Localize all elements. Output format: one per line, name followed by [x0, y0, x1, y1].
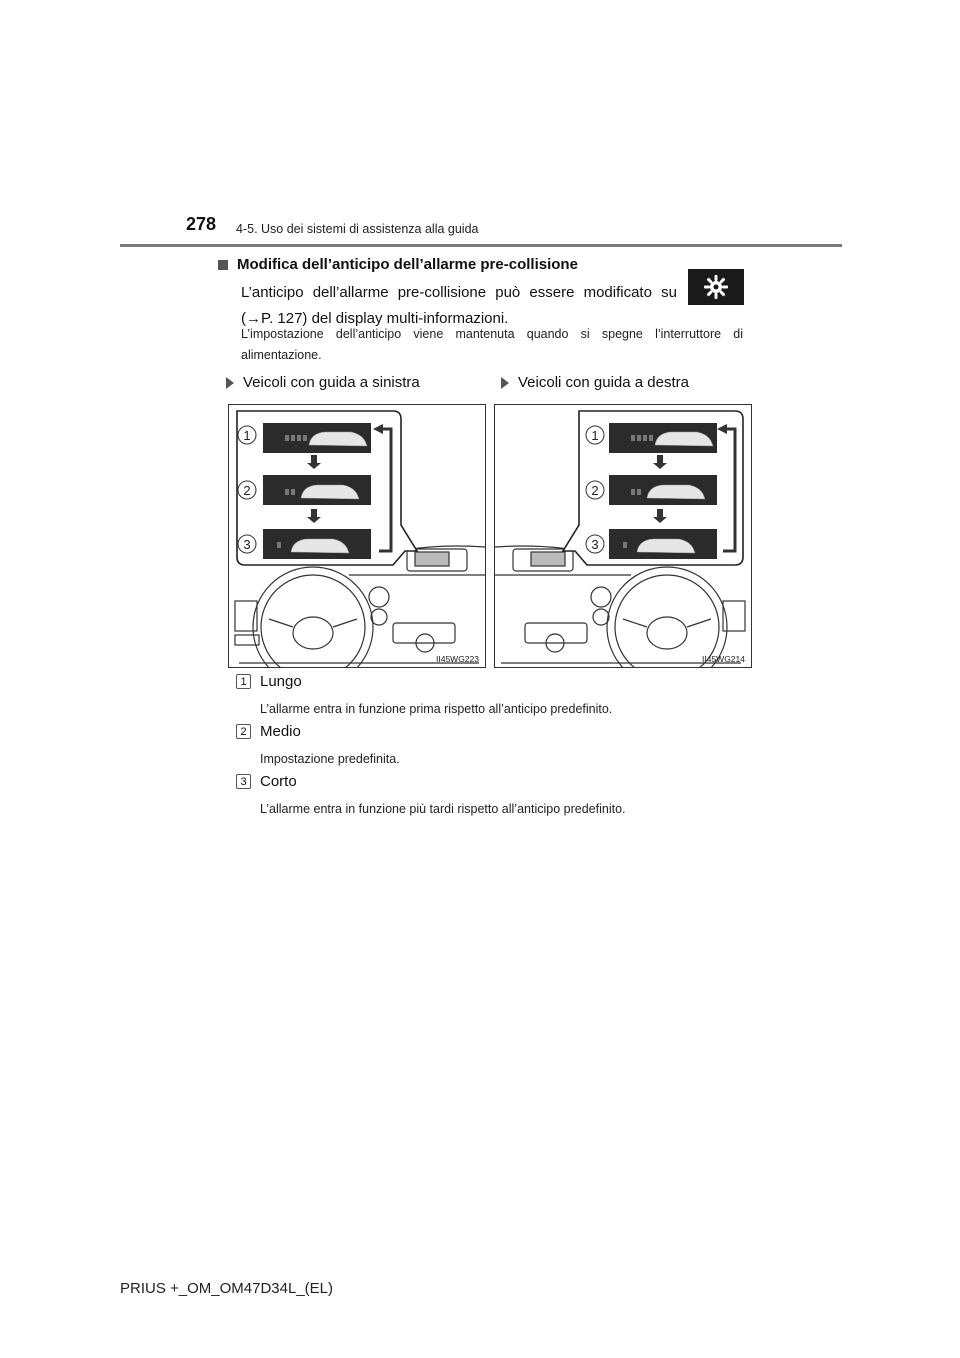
item-number-badge: 1	[236, 674, 251, 689]
header-divider	[120, 244, 842, 247]
marker-label-1: 1	[591, 428, 599, 443]
item-label: Corto	[260, 773, 297, 790]
figure-code: II45WG214	[702, 654, 745, 664]
gear-icon	[702, 273, 730, 301]
marker-label-2: 2	[243, 483, 251, 498]
item-label: Lungo	[260, 673, 302, 690]
list-item-medium	[236, 723, 301, 740]
item-description: L’allarme entra in funzione prima rispetto all’anticipo predefinito.	[260, 702, 613, 716]
variant-right-hand-drive: Veicoli con guida a destra	[501, 374, 689, 391]
triangle-bullet-icon	[226, 377, 234, 389]
triangle-bullet-icon	[501, 377, 509, 389]
document-footer: PRIUS +_OM_OM47D34L_(EL)	[120, 1280, 334, 1297]
marker-label-3: 3	[591, 537, 599, 552]
settings-gear-icon-box	[688, 269, 744, 305]
heading-text: Modifica dell’anticipo dell’allarme pre-collisione	[237, 256, 578, 273]
marker-label-2: 2	[591, 483, 599, 498]
item-label: Medio	[260, 723, 301, 740]
figure-right-hand-drive	[494, 404, 752, 668]
body-line-1: L’anticipo dell’allarme pre-collisione può essere modificato su	[241, 284, 677, 301]
list-item-long	[236, 673, 302, 690]
figure-left-hand-drive	[228, 404, 486, 668]
variant-left-hand-drive: Veicoli con guida a sinistra	[226, 374, 420, 391]
marker-label-3: 3	[243, 537, 251, 552]
section-title: 4-5. Uso dei sistemi di assistenza alla guida	[236, 222, 479, 236]
marker-label-1: 1	[243, 428, 251, 443]
figure-code: II45WG223	[436, 654, 479, 664]
square-bullet-icon	[218, 260, 228, 270]
item-number-badge: 2	[236, 724, 251, 739]
subsection-heading	[218, 256, 578, 273]
item-description: Impostazione predefinita.	[260, 752, 400, 766]
item-description: L’allarme entra in funzione più tardi rispetto all’anticipo predefinito.	[260, 802, 626, 816]
list-item-short	[236, 773, 297, 790]
body-line-2: (→P. 127) del display multi-informazioni.	[241, 310, 509, 327]
item-number-badge: 3	[236, 774, 251, 789]
dashboard-illustration-left	[229, 405, 485, 667]
dashboard-illustration-right	[495, 405, 751, 667]
page-number: 278	[186, 214, 217, 234]
note-text: L’impostazione dell’anticipo viene mantenuta quando si spegne l’interruttore di alimentazione.	[241, 327, 743, 362]
